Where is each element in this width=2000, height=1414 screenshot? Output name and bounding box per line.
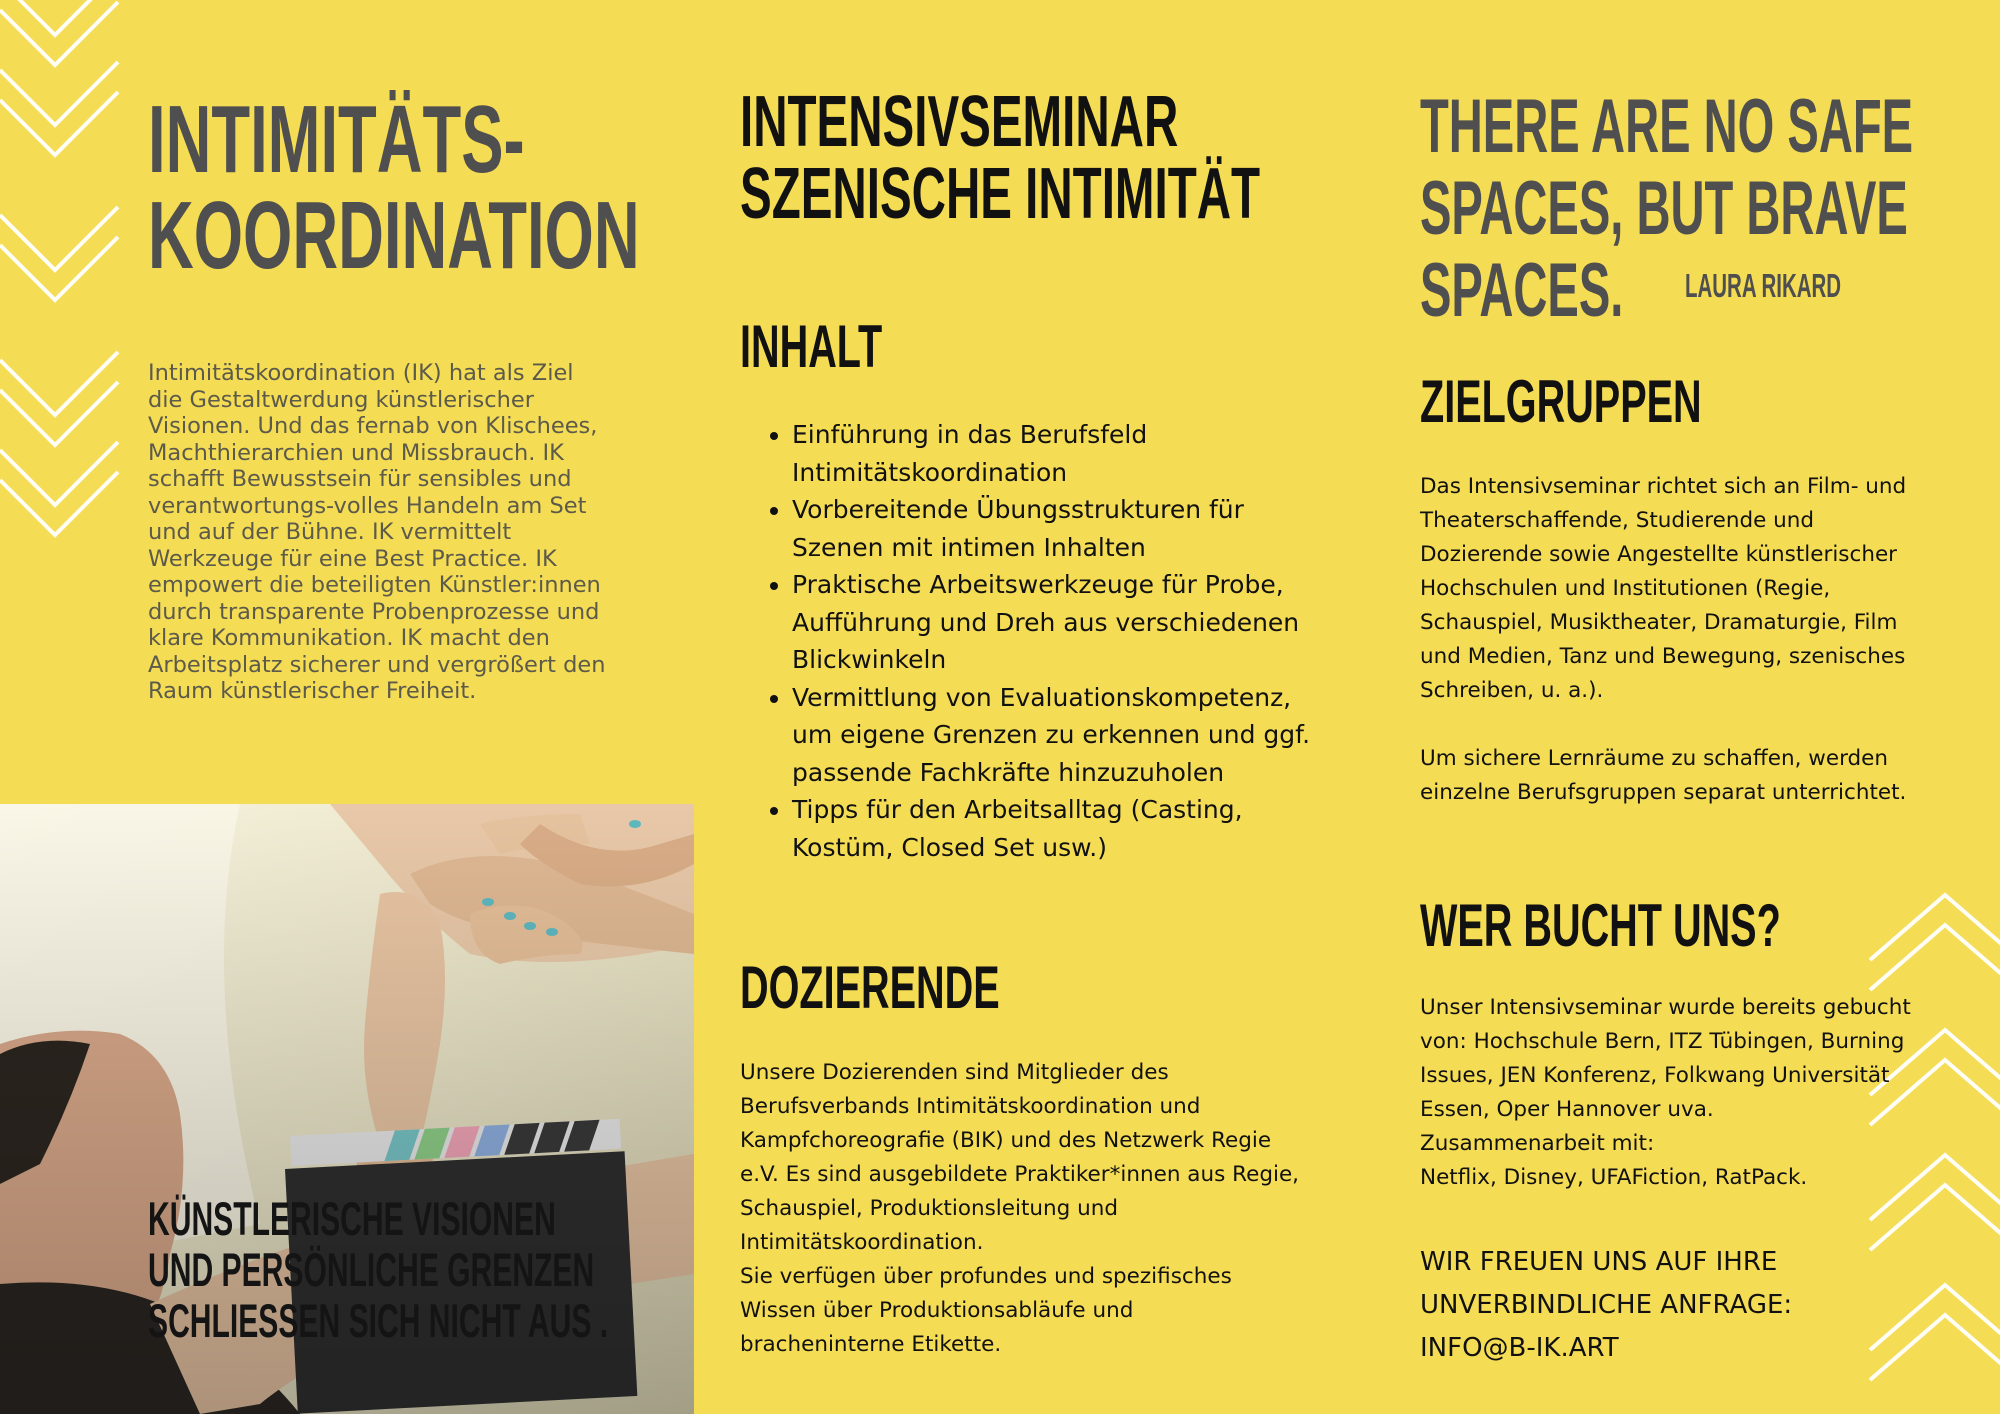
quote-author: LAURA RIKARD xyxy=(1685,267,1842,304)
list-item: • Vermittlung von Evaluationskompetenz, um eigene Grenzen zu erkennen und ggf. passende Fachkräfte hinzuzuholen xyxy=(792,679,1332,792)
zielgruppen-heading: ZIELGRUPPEN xyxy=(1420,368,1702,435)
list-item: • Vorbereitende Übungsstrukturen für Szenen mit intimen Inhalten xyxy=(792,491,1332,566)
contact-email-link[interactable]: INFO@B-IK.ART xyxy=(1420,1333,1619,1363)
inhalt-heading: INHALT xyxy=(740,313,883,380)
dozierende-heading: DOZIERENDE xyxy=(740,954,1000,1021)
wer-bucht-heading: WER BUCHT UNS? xyxy=(1420,892,1781,959)
quote-line: THERE ARE NO SAFE xyxy=(1420,84,1914,169)
contact-line: UNVERBINDLICHE ANFRAGE: xyxy=(1420,1290,1793,1320)
dozierende-text: Unsere Dozierenden sind Mitglieder des Berufsverbands Intimitätskoordination und Kampfchoreografie (BIK) und des Netzwerk Regie e.V. Es sind ausgebildete Praktiker*innen aus Regie, Schauspiel, Produktionsleitung und Intimitätskoordination. xyxy=(740,1060,1299,1255)
contact-block xyxy=(1420,1241,1940,1370)
zielgruppen-paragraph: Das Intensivseminar richtet sich an Film- und Theaterschaffende, Studierende und Dozierende sowie Angestellte künstlerischer Hochschulen und Institutionen (Regie, Schauspiel, Musiktheater, Dramaturgie, Film und Medien, Tanz und Bewegung, szenisches Schreiben, u. a.). xyxy=(1420,474,1907,703)
caption-line: SCHLIESSEN SICH NICHT AUS . xyxy=(148,1294,609,1347)
caption-line: UND PERSÖNLICHE GRENZEN xyxy=(148,1243,595,1296)
wer-bucht-text: Unser Intensivseminar wurde bereits gebucht von: Hochschule Bern, ITZ Tübingen, Burning Issues, JEN Konferenz, Folkwang Universität Essen, Oper Hannover uva. xyxy=(1420,995,1911,1122)
title-line: KOORDINATION xyxy=(148,182,640,289)
seminar-title-line: INTENSIVSEMINAR xyxy=(740,82,1179,162)
quote-line: SPACES. xyxy=(1420,248,1624,333)
wer-bucht-paragraph xyxy=(1420,991,1940,1195)
photo-caption xyxy=(148,1193,608,1346)
zielgruppen-note: Um sichere Lernräume zu schaffen, werden einzelne Berufsgruppen separat unterrichtet. xyxy=(1420,746,1907,805)
dozierende-paragraph xyxy=(740,1056,1300,1362)
quote-line: SPACES, BUT BRAVE xyxy=(1420,166,1908,251)
list-item: • Tipps für den Arbeitsalltag (Casting, Kostüm, Closed Set usw.) xyxy=(792,791,1332,866)
page-title xyxy=(148,86,640,289)
list-item: • Praktische Arbeitswerkzeuge für Probe, Aufführung und Dreh aus verschiedenen Blickwinkeln xyxy=(792,566,1332,679)
caption-line: KÜNSTLERISCHE VISIONEN xyxy=(148,1192,556,1245)
wer-bucht-text: Zusammenarbeit mit: xyxy=(1420,1131,1655,1156)
dozierende-text: Sie verfügen über profundes und spezifisches Wissen über Produktionsabläufe und bracheninterne Etikette. xyxy=(740,1264,1232,1357)
seminar-title xyxy=(740,82,1261,234)
title-line: INTIMITÄTS- xyxy=(148,86,525,193)
intro-paragraph: Intimitätskoordination (IK) hat als Ziel die Gestaltwerdung künstlerischer Visionen. Und das fernab von Klischees, Machthierarchien und Missbrauch. IK schafft Bewusstsein für sensibles und verantwortungs-volles Handeln am Set und auf der Bühne. IK vermittelt Werkzeuge für eine Best Practice. IK empowert die beteiligten Künstler:innen durch transparente Probenprozesse und klare Kommunikation. IK macht den Arbeitsplatz sicherer und vergrößert den Raum künstlerischer Freiheit. xyxy=(148,360,606,704)
inhalt-list xyxy=(764,416,1332,866)
wer-bucht-text: Netflix, Disney, UFAFiction, RatPack. xyxy=(1420,1165,1808,1190)
contact-line: WIR FREUEN UNS AUF IHRE xyxy=(1420,1247,1778,1277)
seminar-title-line: SZENISCHE INTIMITÄT xyxy=(740,154,1261,234)
list-item: • Einführung in das Berufsfeld Intimitätskoordination xyxy=(792,416,1332,491)
chevron-pattern-left-icon xyxy=(0,0,130,560)
